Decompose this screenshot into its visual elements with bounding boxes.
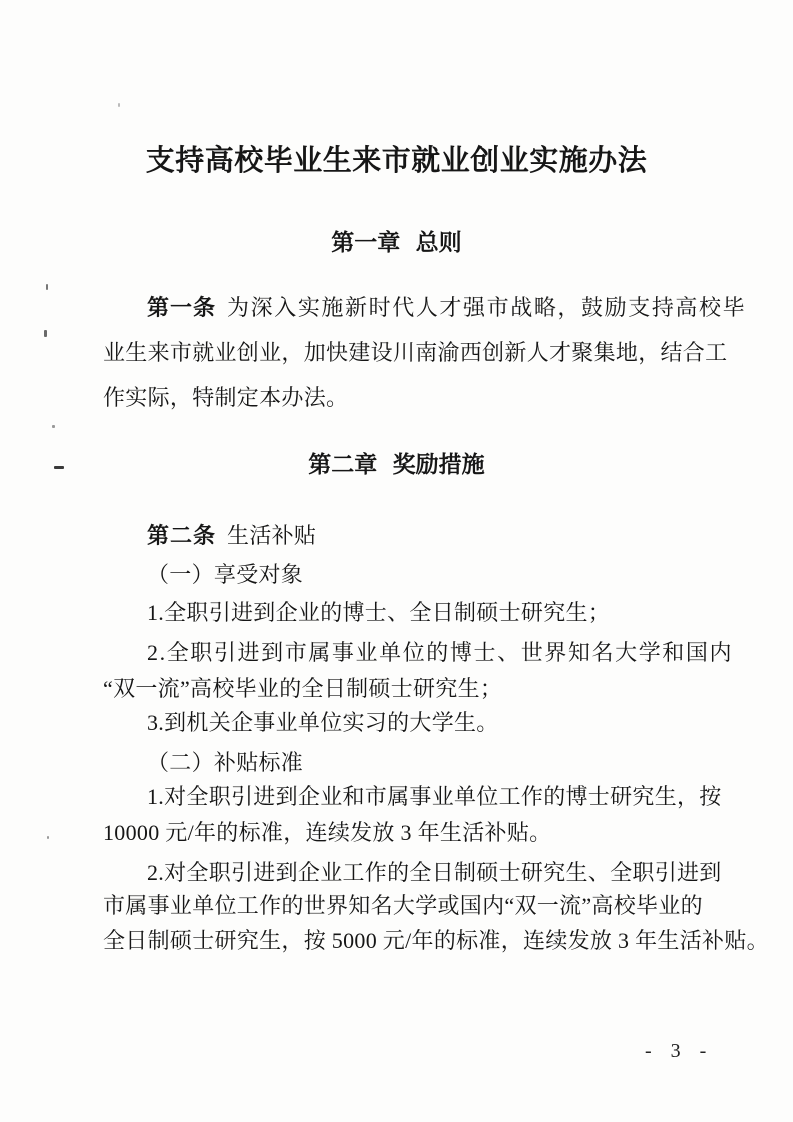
scan-speck: [44, 330, 47, 337]
section-2-item-2-line-3: 全日制硕士研究生，按 5000 元/年的标准，连续发放 3 年生活补贴。: [103, 928, 769, 953]
section-2-heading: （二）补贴标准: [147, 750, 304, 775]
article-2-label: 第二条: [147, 523, 217, 548]
article-1-line-2: 业生来市就业创业，加快建设川南渝西创新人才聚集地，结合工: [103, 340, 728, 365]
section-1-heading: （一）享受对象: [147, 562, 304, 587]
article-1-line-1-text: 为深入实施新时代人才强市战略，鼓励支持高校毕: [227, 295, 747, 320]
document-title: 支持高校毕业生来市就业创业实施办法: [145, 145, 648, 177]
article-1-line-3: 作实际，特制定本办法。: [103, 385, 349, 410]
section-1-item-2-line-1: 2.全职引进到市属事业单位的博士、世界知名大学和国内: [147, 640, 734, 665]
article-2-line: [147, 521, 757, 551]
section-2-item-1-line-1: 1.对全职引进到企业和市属事业单位工作的博士研究生，按: [147, 784, 722, 809]
section-1-item-1: 1.全职引进到企业的博士、全日制硕士研究生；: [147, 600, 611, 625]
scan-speck: [118, 103, 120, 107]
chapter-2-heading: 第二章 奖励措施: [308, 451, 485, 477]
chapter-1-heading: 第一章 总则: [331, 229, 462, 255]
section-2-item-2-line-2: 市属事业单位工作的世界知名大学或国内“双一流”高校毕业的: [103, 893, 703, 918]
article-2-title: 生活补贴: [227, 523, 317, 548]
article-1-label: 第一条: [147, 295, 217, 320]
scan-speck: [46, 284, 48, 290]
page-number: - 3 -: [645, 1040, 714, 1062]
scan-speck: [47, 836, 49, 839]
section-2-item-2-line-1: 2.对全职引进到企业工作的全日制硕士研究生、全职引进到: [147, 860, 722, 885]
scan-speck: [52, 425, 55, 428]
section-1-item-3: 3.到机关企事业单位实习的大学生。: [147, 710, 499, 735]
article-1-line-1: [147, 293, 757, 323]
section-2-item-1-line-2: 10000 元/年的标准，连续发放 3 年生活补贴。: [103, 820, 552, 845]
section-1-item-2-line-2: “双一流”高校毕业的全日制硕士研究生；: [103, 676, 503, 701]
